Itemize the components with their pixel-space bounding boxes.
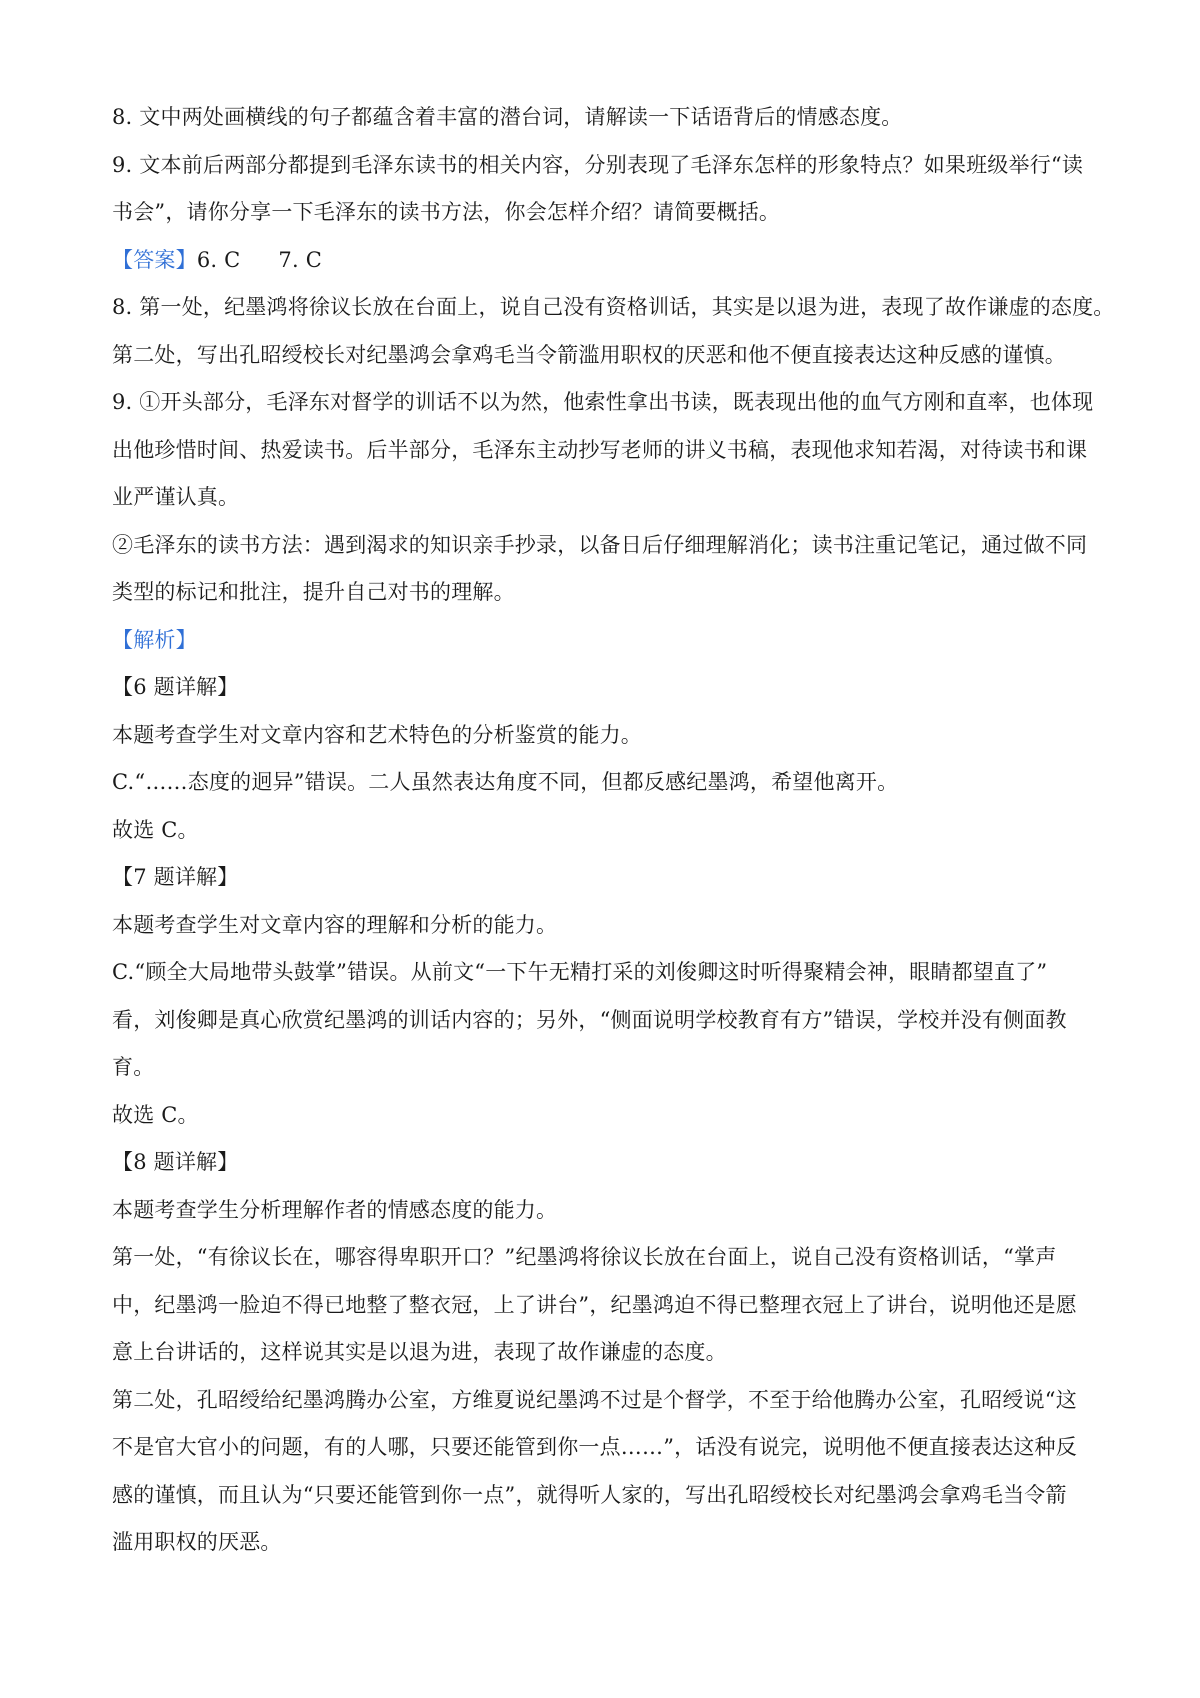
analysis-line: 滥用职权的厌恶。 (112, 1530, 282, 1554)
answer-q6: 6. C (196, 247, 241, 272)
analysis-line: 故选 C。 (112, 817, 199, 842)
question-9-line-2: 书会”，请你分享一下毛泽东的读书方法，你会怎样介绍？请简要概括。 (112, 200, 781, 224)
answer-line: 8. 第一处，纪墨鸿将徐议长放在台面上，说自己没有资格训话，其实是以退为进，表现了故作谦虚的态度。 (112, 295, 1115, 319)
analysis-tag: 【解析】 (112, 627, 197, 652)
analysis-line: 第二处，孔昭绶给纪墨鸿腾办公室，方维夏说纪墨鸿不过是个督学，不至于给他腾办公室，孔昭绶说“这 (112, 1387, 1077, 1412)
analysis-line: 【6 题详解】 (112, 675, 239, 699)
document-page (112, 94, 1115, 1567)
analysis-line: 意上台讲话的，这样说其实是以退为进，表现了故作谦虚的态度。 (112, 1340, 727, 1364)
answer-line: 第二处，写出孔昭绶校长对纪墨鸿会拿鸡毛当令箭滥用职权的厌恶和他不便直接表达这种反感的谨慎。 (112, 342, 1066, 367)
analysis-line: C.“……态度的迥异”错误。二人虽然表达角度不同，但都反感纪墨鸿，希望他离开。 (112, 770, 899, 794)
analysis-line: 【7 题详解】 (112, 865, 239, 889)
answer-q7: 7. C (278, 247, 322, 272)
analysis-line: 第一处，“有徐议长在，哪容得卑职开口？”纪墨鸿将徐议长放在台面上，说自己没有资格训话，“掌声 (112, 1245, 1057, 1269)
analysis-line: C.“顾全大局地带头鼓掌”错误。从前文“一下午无精打采的刘俊卿这时听得聚精会神，眼睛都望直了” (112, 960, 1048, 984)
analysis-line: 本题考查学生分析理解作者的情感态度的能力。 (112, 1197, 558, 1222)
answer-line: ②毛泽东的读书方法：遇到渴求的知识亲手抄录，以备日后仔细理解消化；读书注重记笔记，通过做不同 (112, 532, 1088, 557)
answer-line: 出他珍惜时间、热爱读书。后半部分，毛泽东主动抄写老师的讲义书稿，表现他求知若渴，对待读书和课 (112, 437, 1088, 462)
answer-line: 9. ①开头部分，毛泽东对督学的训话不以为然，他索性拿出书读，既表现出他的血气方刚和直率，也体现 (112, 390, 1094, 414)
answer-line: 类型的标记和批注，提升自己对书的理解。 (112, 580, 515, 604)
answer-tag: 【答案】 (112, 247, 197, 272)
question-9-line-1: 9. 文本前后两部分都提到毛泽东读书的相关内容，分别表现了毛泽东怎样的形象特点？如果班级举行“读 (112, 152, 1084, 177)
analysis-line: 本题考查学生对文章内容和艺术特色的分析鉴赏的能力。 (112, 722, 642, 747)
analysis-line: 看，刘俊卿是真心欣赏纪墨鸿的训话内容的；另外，“侧面说明学校教育有方”错误，学校并没有侧面教 (112, 1007, 1067, 1032)
analysis-line: 中，纪墨鸿一脸迫不得已地整了整衣冠，上了讲台”，纪墨鸿迫不得已整理衣冠上了讲台，说明他还是愿 (112, 1292, 1077, 1317)
analysis-line: 【8 题详解】 (112, 1150, 239, 1174)
answer-line: 业严谨认真。 (112, 485, 240, 509)
analysis-line: 故选 C。 (112, 1102, 199, 1127)
analysis-line: 感的谨慎，而且认为“只要还能管到你一点”，就得听人家的，写出孔昭绶校长对纪墨鸿会拿鸡毛当令箭 (112, 1482, 1067, 1507)
analysis-line: 育。 (112, 1055, 155, 1079)
question-8: 8. 文中两处画横线的句子都蕴含着丰富的潜台词，请解读一下话语背后的情感态度。 (112, 105, 903, 129)
analysis-line: 本题考查学生对文章内容的理解和分析的能力。 (112, 912, 558, 937)
analysis-line: 不是官大官小的问题，有的人哪，只要还能管到你一点……”，话没有说完，说明他不便直接表达这种反 (112, 1435, 1077, 1459)
answer-heading (112, 237, 1100, 285)
